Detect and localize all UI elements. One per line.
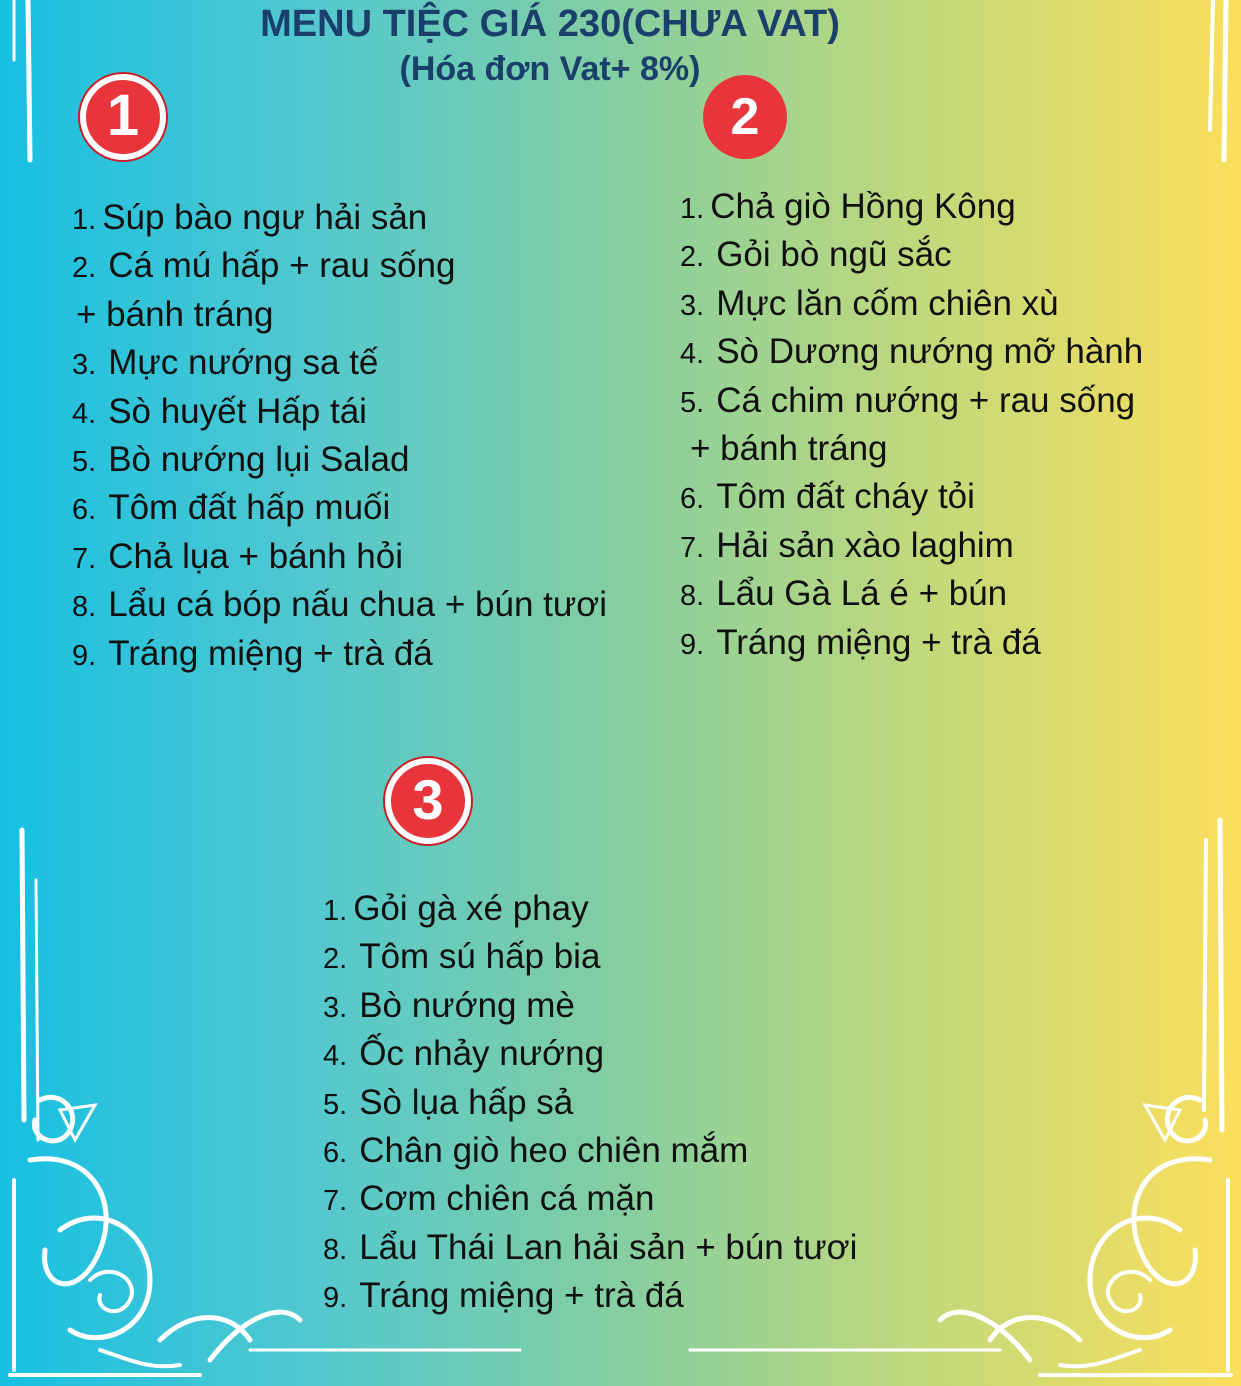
menu-2-list [680, 183, 1143, 667]
list-item: 2. Cá mú hấp + rau sống [72, 246, 456, 286]
list-item: 1. Gỏi gà xé phay [323, 889, 589, 928]
menu-1-list [72, 194, 607, 678]
list-item: 6. Tôm đất hấp muối [72, 488, 391, 528]
menu-title: MENU TIỆC GIÁ 230(CHƯA VAT) [260, 3, 840, 45]
list-item: 6. Chân giò heo chiên mắm [323, 1130, 749, 1170]
list-item: 6. Tôm đất cháy tỏi [680, 477, 975, 517]
list-item: 3. Bò nướng mè [323, 985, 575, 1025]
list-item: 5. Bò nướng lụi Salad [72, 439, 410, 479]
menu-3-list [323, 885, 857, 1321]
list-item: 7. Chả lụa + bánh hỏi [72, 536, 404, 576]
list-item: 2. Gỏi bò ngũ sắc [680, 235, 952, 275]
list-item: 8. Lẩu Thái Lan hải sản + bún tươi [323, 1227, 858, 1267]
list-item: 5. Sò lụa hấp sả [323, 1082, 574, 1122]
list-item: 7. Cơm chiên cá mặn [323, 1179, 655, 1219]
menu-1-badge: 1 [80, 74, 166, 160]
menu-3-badge: 3 [385, 758, 471, 844]
list-item: 8. Lẩu cá bóp nấu chua + bún tươi [72, 585, 608, 625]
list-item: 9. Tráng miệng + trà đá [680, 622, 1041, 662]
list-item: + bánh tráng [76, 294, 274, 334]
list-item: 8. Lẩu Gà Lá é + bún [680, 574, 1008, 614]
list-item: 1. Súp bào ngư hải sản [72, 198, 428, 237]
list-item: 7. Hải sản xào laghim [680, 525, 1014, 565]
vat-note: (Hóa đơn Vat+ 8%) [399, 50, 701, 88]
menu-2-badge: 2 [703, 75, 787, 159]
list-item: 4. Ốc nhảy nướng [323, 1034, 605, 1074]
list-item: + bánh tráng [690, 428, 888, 468]
list-item: 2. Tôm sú hấp bia [323, 937, 601, 977]
list-item: 3. Mực lăn cốm chiên xù [680, 283, 1059, 323]
list-item: 3. Mực nướng sa tế [72, 343, 379, 383]
list-item: 5. Cá chim nướng + rau sống [680, 380, 1136, 420]
list-item: 4. Sò Dương nướng mỡ hành [680, 332, 1144, 372]
list-item: 4. Sò huyết Hấp tái [72, 391, 367, 431]
list-item: 1. Chả giò Hồng Kông [680, 187, 1016, 226]
list-item: 9. Tráng miệng + trà đá [72, 633, 433, 673]
list-item: 9. Tráng miệng + trà đá [323, 1276, 684, 1316]
